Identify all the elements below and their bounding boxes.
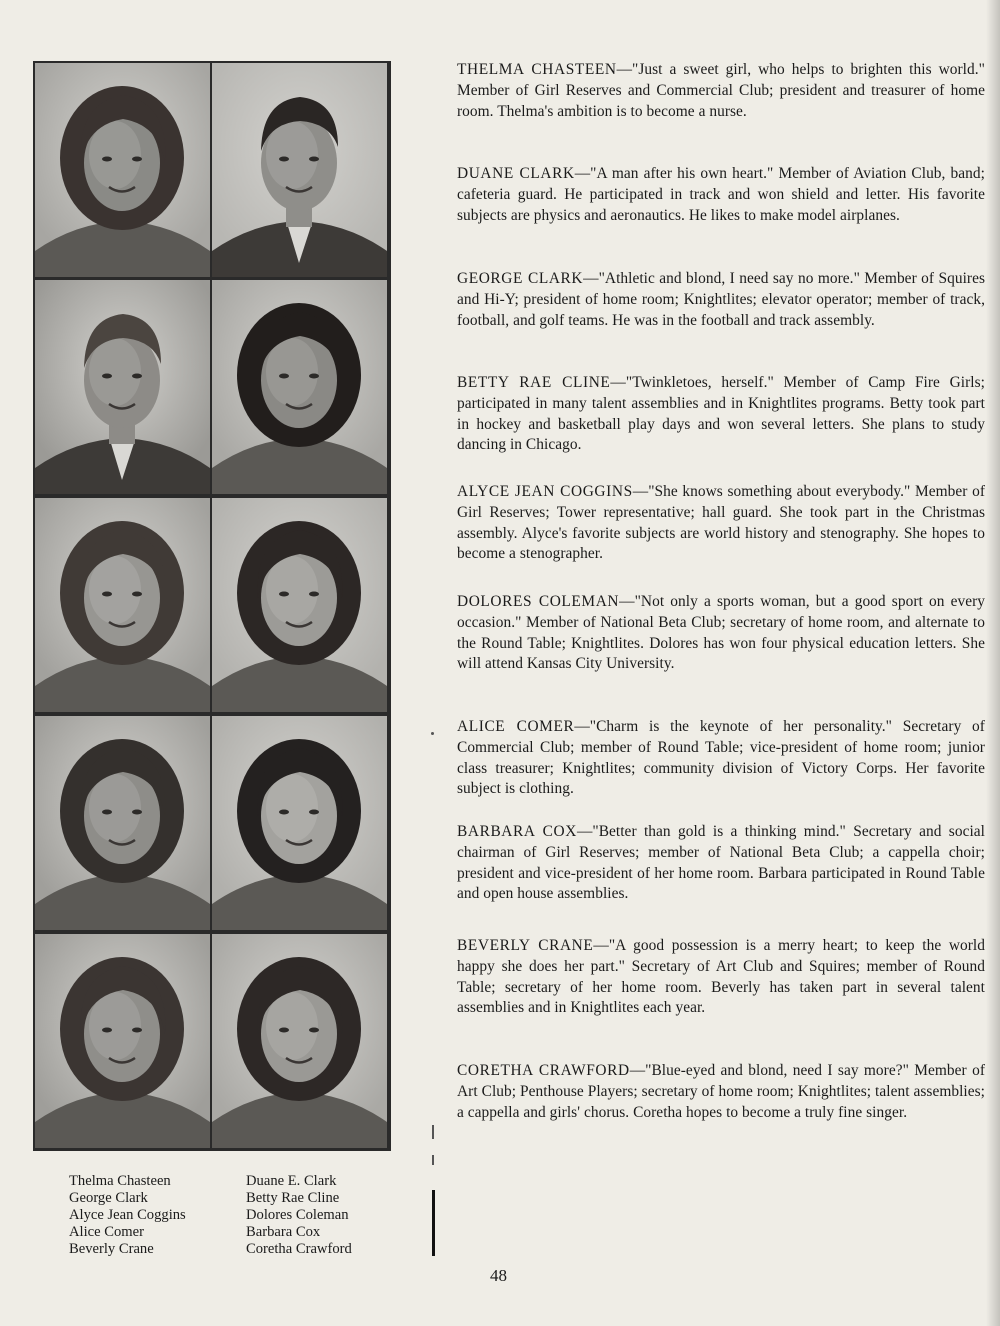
caption-name: Dolores Coleman (246, 1207, 349, 1223)
portrait-photo (35, 498, 210, 712)
student-name: BEVERLY CRANE (457, 937, 594, 954)
gutter-mark (432, 1155, 434, 1165)
portrait-photo (212, 498, 387, 712)
student-name: GEORGE CLARK (457, 270, 584, 287)
caption-name: Beverly Crane (69, 1241, 154, 1257)
caption-name: Betty Rae Cline (246, 1190, 340, 1206)
student-name: BARBARA COX (457, 823, 577, 840)
caption-name: Coretha Crawford (246, 1241, 352, 1257)
portrait-photo (35, 63, 210, 277)
portrait-grid (33, 61, 391, 1151)
student-name: DOLORES COLEMAN (457, 593, 620, 610)
bio-text: —"She knows something about everybody." Member of Girl Reserves; Tower representative; hall guard. She took part in the Christmas assembly. Alyce's favorite subjects are world history and stenography. She hopes to become a stenographer. (457, 483, 985, 563)
caption-name: Thelma Chasteen (69, 1173, 171, 1189)
captions-right-column (246, 1173, 352, 1258)
portrait-photo (35, 280, 210, 494)
student-bio (457, 373, 985, 456)
student-bio (457, 717, 985, 800)
bio-text: —"Better than gold is a thinking mind." Secretary and social chairman of Girl Reserves; member of National Beta Club; a cappella choir; president and vice-president of her home room. Barbara participated in Round Table and open house assemblies. (457, 823, 985, 903)
student-name: CORETHA CRAWFORD (457, 1062, 630, 1079)
student-bio (457, 164, 985, 226)
student-name: DUANE CLARK (457, 165, 575, 182)
gutter-mark (432, 1190, 435, 1256)
caption-name: George Clark (69, 1190, 148, 1206)
binding-shadow (986, 0, 1000, 1326)
caption-name: Barbara Cox (246, 1224, 321, 1240)
student-bio (457, 60, 985, 122)
portrait-photo (212, 63, 387, 277)
portrait-photo (212, 716, 387, 930)
bio-text: —"Charm is the keynote of her personality." Secretary of Commercial Club; member of Round Table; vice-president of home room; junior class treasurer; Knightlites; community division of Victory Corps. Her favorite subject is clothing. (457, 718, 985, 798)
portrait-photo (35, 716, 210, 930)
bio-text: —"Athletic and blond, I need say no more." Member of Squires and Hi-Y; president of home room; Knightlites; elevator operator; member of track, football, and golf teams. He was in the football and track assembly. (457, 270, 985, 329)
student-bio (457, 269, 985, 331)
bio-text: —"Blue-eyed and blond, need I say more?" Member of Art Club; Penthouse Players; secretary of home room; Knightlites; talent assemblies; a cappella and girls' chorus. Coretha hopes to become a truly fine singer. (457, 1062, 985, 1121)
caption-name: Alice Comer (69, 1224, 144, 1240)
caption-name: Duane E. Clark (246, 1173, 337, 1189)
gutter-mark (432, 1125, 434, 1139)
student-bio (457, 936, 985, 1019)
student-bio (457, 1061, 985, 1123)
student-bio (457, 592, 985, 675)
student-name: BETTY RAE CLINE (457, 374, 611, 391)
student-bio (457, 482, 985, 565)
portrait-photo (35, 934, 210, 1148)
student-name: THELMA CHASTEEN (457, 61, 617, 78)
print-speck (431, 732, 434, 735)
bio-text: —"Just a sweet girl, who helps to brighten this world." Member of Girl Reserves and Commercial Club; president and treasurer of home room. Thelma's ambition is to become a nurse. (457, 61, 985, 120)
portrait-photo (212, 280, 387, 494)
bio-text: —"Twinkletoes, herself." Member of Camp Fire Girls; participated in many talent assemblies and in Knightlites programs. Betty took part in hockey and basketball play days and won several letters. She plans to study dancing in Chicago. (457, 374, 985, 454)
bio-text: —"A good possession is a merry heart; to keep the world happy she does her part." Secretary of Art Club and Squires; member of Round Table; secretary of her home room. Beverly has taken part in several talent assemblies and in Knightlites each year. (457, 937, 985, 1017)
caption-name: Alyce Jean Coggins (69, 1207, 186, 1223)
student-bio (457, 822, 985, 905)
captions-left-column (69, 1173, 186, 1258)
bio-text: —"Not only a sports woman, but a good sport on every occasion." Member of National Beta Club; secretary of home room, and alternate to the Round Table; Knightlites. Dolores has won four physical education letters. She will attend Kansas City University. (457, 593, 985, 673)
student-name: ALICE COMER (457, 718, 575, 735)
bio-text: —"A man after his own heart." Member of Aviation Club, band; cafeteria guard. He participated in track and won shield and letter. His favorite subjects are physics and aeronautics. He likes to make model airplanes. (457, 165, 986, 224)
student-name: ALYCE JEAN COGGINS (457, 483, 633, 500)
page-number: 48 (490, 1266, 507, 1285)
portrait-photo (212, 934, 387, 1148)
